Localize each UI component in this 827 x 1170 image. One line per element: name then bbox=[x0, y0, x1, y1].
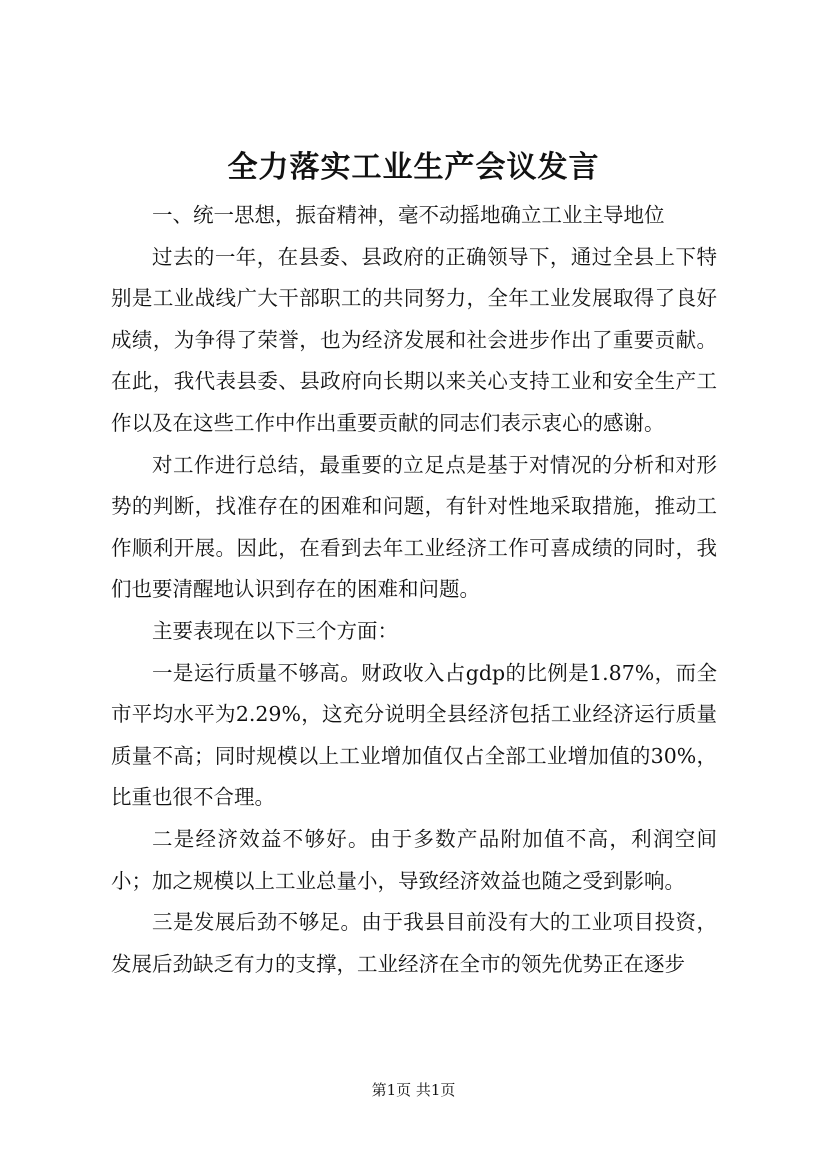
page-number-footer: 第1页 共1页 bbox=[371, 1081, 456, 1099]
document-body bbox=[111, 195, 717, 985]
paragraph-point-three: 三是发展后劲不够足。由于我县目前没有大的工业项目投资，发展后劲缺乏有力的支撑，工业经济在全市的领先优势正在逐步 bbox=[111, 910, 717, 976]
paragraph-three-aspects: 主要表现在以下三个方面： bbox=[152, 618, 398, 643]
paragraph-heading-1: 一、统一思想，振奋精神，毫不动摇地确立工业主导地位 bbox=[152, 203, 665, 227]
paragraph-review: 过去的一年，在县委、县政府的正确领导下，通过全县上下特别是工业战线广大干部职工的共同努力，全年工业发展取得了良好成绩，为争得了荣誉，也为经济发展和社会进步作出了重要贡献。在此，我代表县委、县政府向长期以来关心支持工业和安全生产工作以及在这些工作中作出重要贡献的同志们表示衷心的感谢。 bbox=[111, 244, 717, 435]
paragraph-point-one: 一是运行质量不够高。财政收入占gdp的比例是1.87%，而全市平均水平为2.29%，这充分说明全县经济包括工业经济运行质量质量不高；同时规模以上工业增加值仅占全部工业增加值的30%，比重也很不合理。 bbox=[111, 660, 717, 810]
paragraph-point-two: 二是经济效益不够好。由于多数产品附加值不高，利润空间小；加之规模以上工业总量小，导致经济效益也随之受到影响。 bbox=[111, 826, 717, 893]
paragraph-summary: 对工作进行总结，最重要的立足点是基于对情况的分析和对形势的判断，找准存在的困难和问题，有针对性地采取措施，推动工作顺利开展。因此，在看到去年工业经济工作可喜成绩的同时，我们也要清醒地认识到存在的困难和问题。 bbox=[111, 452, 717, 602]
document-title: 全力落实工业生产会议发言 bbox=[227, 150, 600, 185]
